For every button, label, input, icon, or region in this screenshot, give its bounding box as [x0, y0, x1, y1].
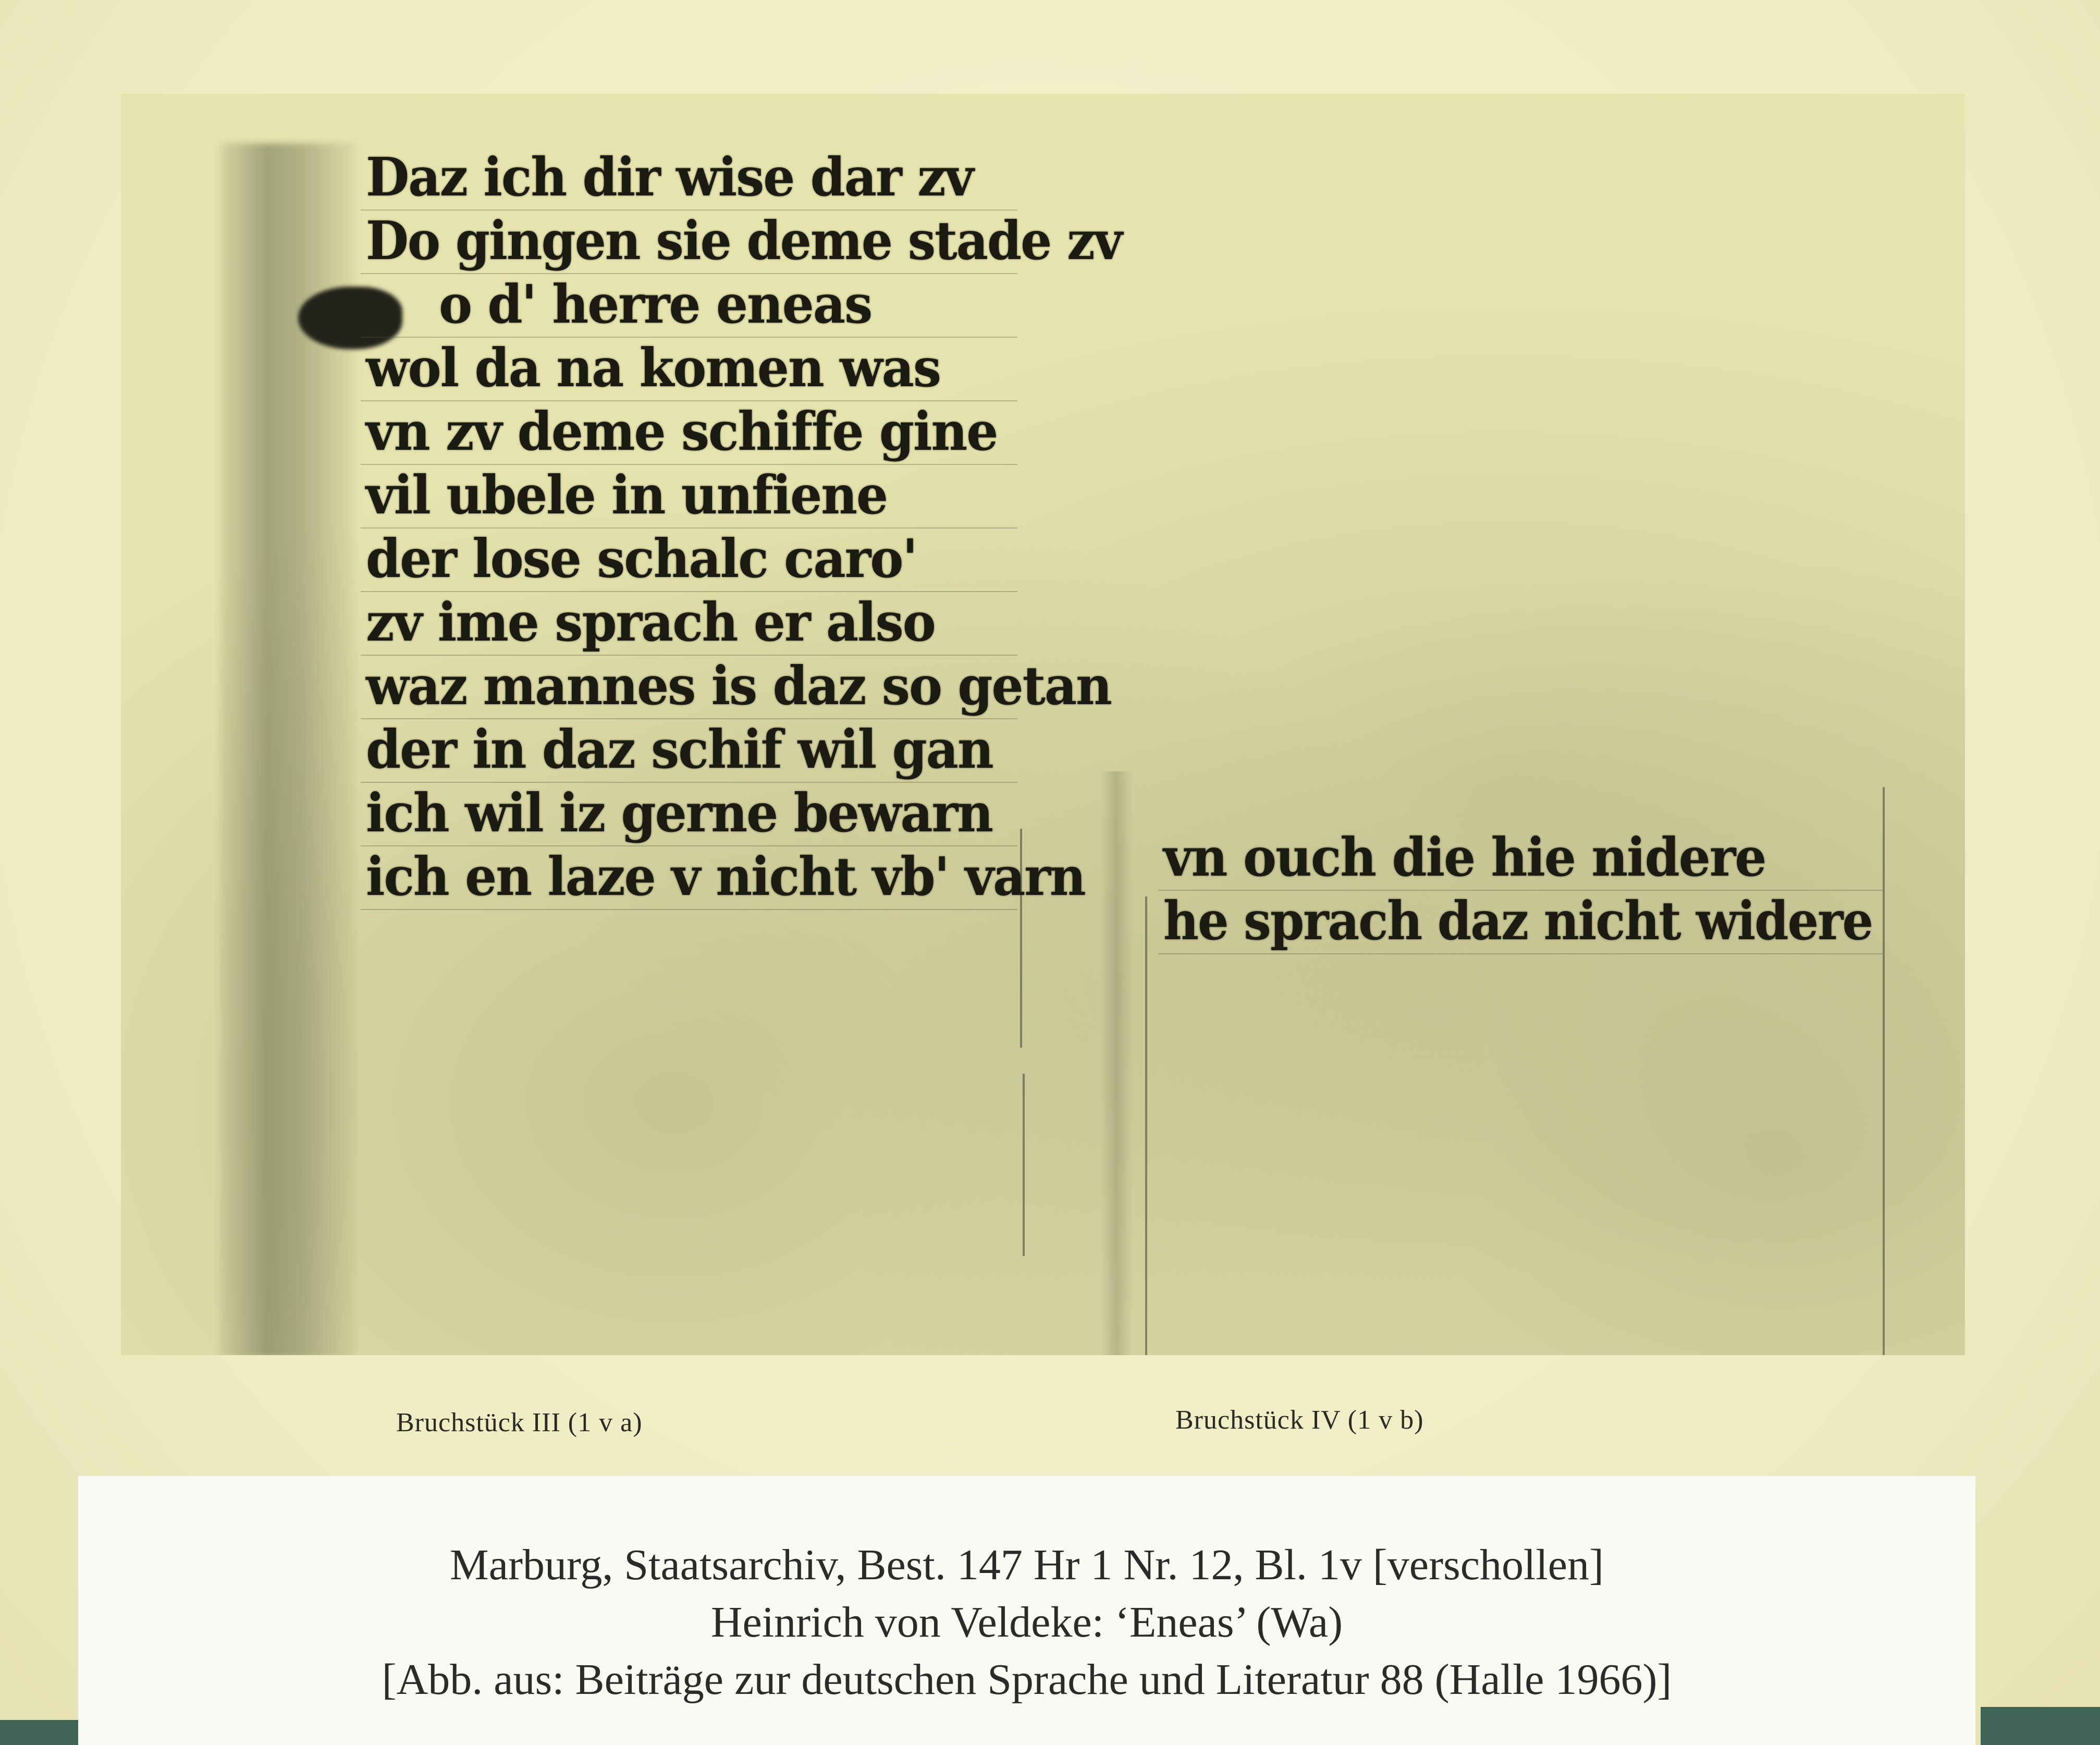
caption-fragment-b: Bruchstück IV (1 v b)	[1175, 1405, 1424, 1435]
manuscript-line-a: Do gingen sie deme stade zv	[366, 210, 1122, 272]
manuscript-line-a: vil ubele in unfiene	[366, 464, 888, 526]
column-ruling-b	[1145, 896, 1147, 1355]
manuscript-line-a: o d' herre eneas	[439, 273, 872, 336]
info-line-source: [Abb. aus: Beiträge zur deutschen Sprache und Literatur 88 (Halle 1966)]	[382, 1655, 1672, 1704]
column-ruling-right	[1883, 787, 1885, 1355]
manuscript-line-a: ich en laze v nicht vb' varn	[366, 845, 1085, 908]
manuscript-photo	[121, 94, 1965, 1355]
bottom-strip-left	[0, 1720, 78, 1745]
info-box	[78, 1476, 1975, 1745]
ruling-line	[361, 909, 1017, 910]
manuscript-line-a: Daz ich dir wise dar zv	[366, 146, 973, 208]
info-line-shelfmark: Marburg, Staatsarchiv, Best. 147 Hr 1 Nr. 12, Bl. 1v [verschollen]	[450, 1541, 1604, 1589]
manuscript-line-a: waz mannes is daz so getan	[366, 655, 1111, 717]
column-ruling-a-lower	[1023, 1074, 1025, 1256]
bottom-strip-right	[1981, 1707, 2100, 1745]
manuscript-line-a: der lose schalc caro'	[366, 527, 917, 590]
manuscript-line-a: ich wil iz gerne bewarn	[366, 782, 993, 844]
manuscript-line-b: he sprach daz nicht widere	[1163, 890, 1873, 952]
manuscript-line-a: der in daz schif wil gan	[366, 718, 993, 781]
ruling-line	[1158, 953, 1883, 954]
info-line-title: Heinrich von Veldeke: ‘Eneas’ (Wa)	[710, 1598, 1343, 1646]
manuscript-line-b: vn ouch die hie nidere	[1163, 826, 1766, 889]
manuscript-line-a: wol da na komen was	[366, 337, 941, 399]
manuscript-line-a: vn zv deme schiffe gine	[366, 400, 998, 463]
manuscript-line-a: zv ime sprach er also	[366, 591, 935, 654]
caption-fragment-a: Bruchstück III (1 v a)	[396, 1408, 643, 1437]
fold-shadow	[1101, 771, 1132, 1355]
